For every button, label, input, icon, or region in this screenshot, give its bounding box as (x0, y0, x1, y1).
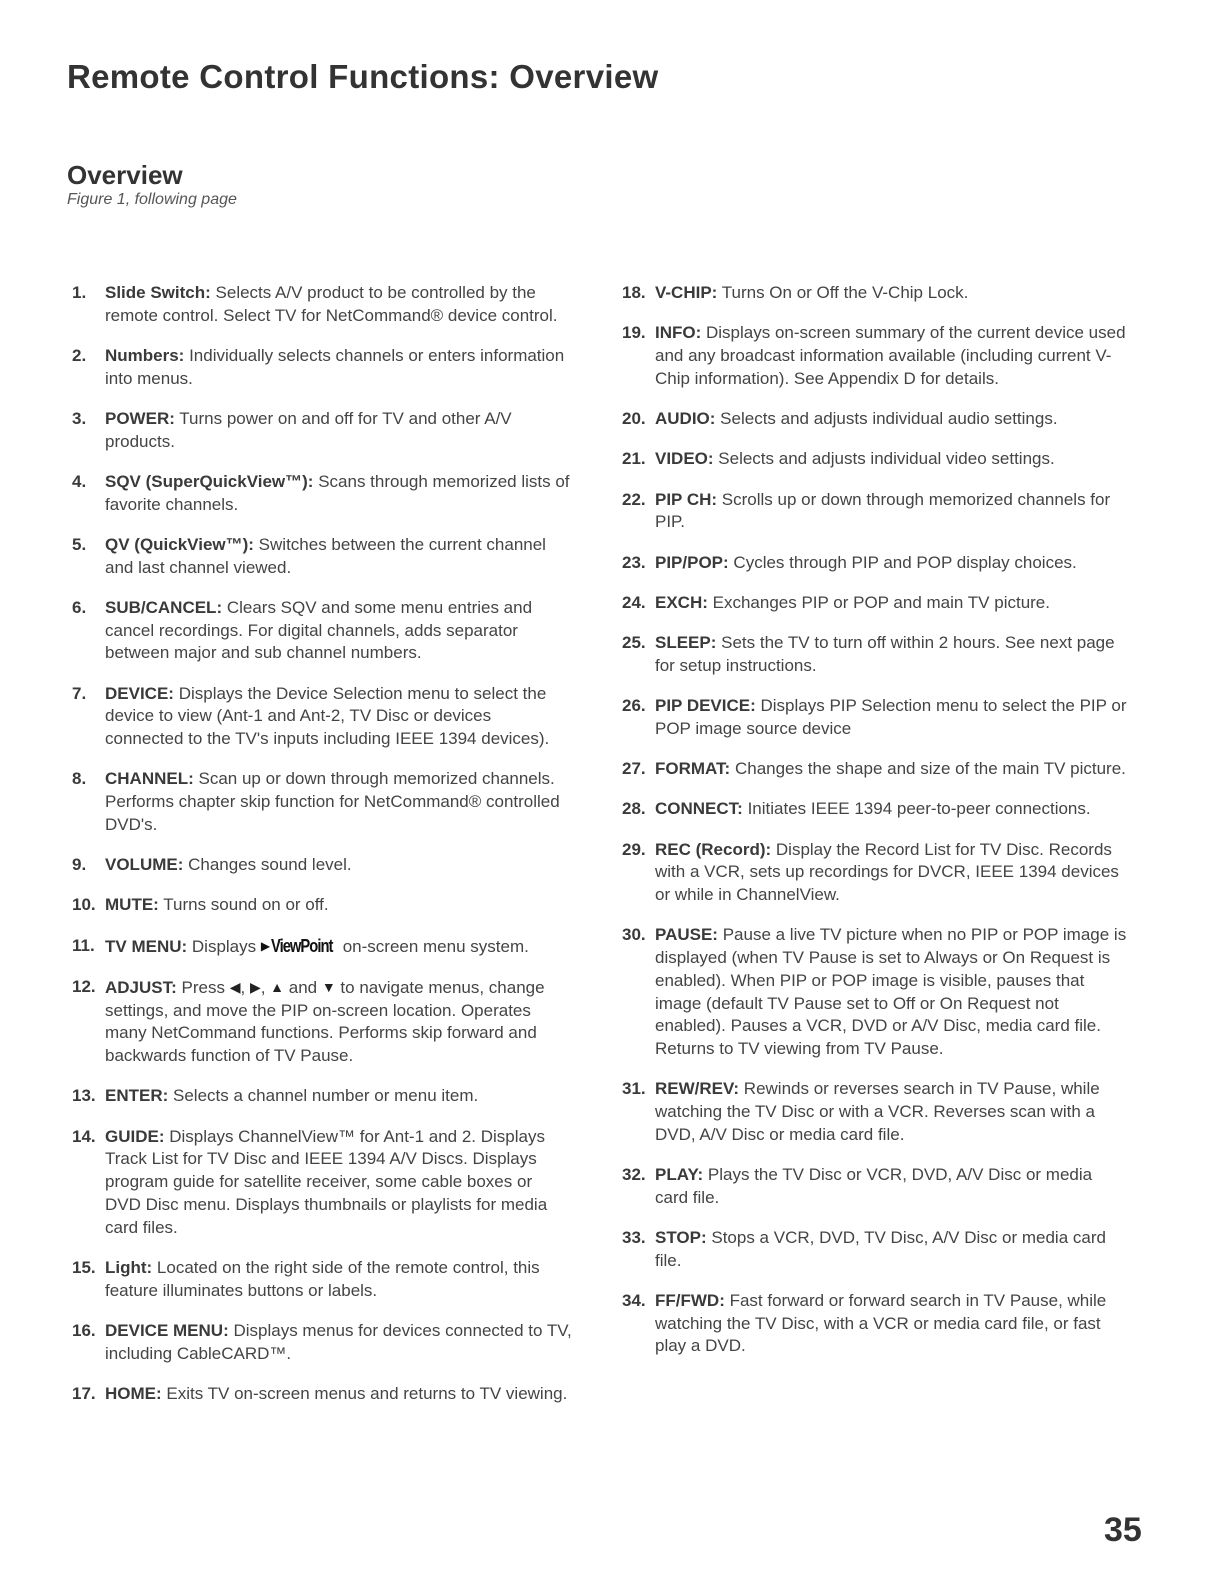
item-description: Displays (187, 936, 261, 956)
item-description: Cycles through PIP and POP display choices. (728, 552, 1077, 572)
list-item (622, 758, 1127, 781)
page-title: Remote Control Functions: Overview (67, 58, 659, 95)
item-description: Individually selects channels or enters information into menus. (105, 346, 565, 388)
item-description: Displays menus for devices connected to TV, including CableCARD™. (105, 1320, 572, 1363)
item-term: SQV (SuperQuickView™): (105, 472, 314, 491)
item-term: REC (Record): (655, 839, 772, 859)
item-description: Switches between the current channel and last channel viewed. (105, 535, 546, 577)
list-item (622, 408, 1127, 431)
item-description: Turns On or Off the V-Chip Lock. (717, 283, 969, 302)
item-description: Press (176, 978, 230, 997)
item-number: 24. (622, 592, 646, 612)
item-term: CHANNEL: (105, 769, 194, 789)
list-item (72, 408, 572, 453)
item-description: Exchanges PIP or POP and main TV picture. (707, 592, 1050, 612)
item-description: Initiates IEEE 1394 peer-to-peer connections. (742, 799, 1091, 819)
list-item (72, 976, 572, 1068)
viewpoint-arrow-icon: ▶ (260, 938, 271, 953)
item-number: 16. (72, 1320, 96, 1340)
separator-text: and (284, 978, 322, 997)
viewpoint-logo: ViewPoint (271, 935, 333, 956)
item-number: 33. (622, 1228, 646, 1247)
item-term: VOLUME: (105, 855, 184, 875)
item-description: Exits TV on-screen menus and returns to TV viewing. (161, 1383, 568, 1403)
item-term: PIP CH: (655, 489, 718, 509)
item-description: Selects and adjusts individual audio settings. (715, 409, 1058, 428)
right-column (622, 282, 1127, 1376)
list-item (72, 854, 572, 877)
item-description: Pause a live TV picture when no PIP or POP image is displayed (when TV Pause is set to Always or On Request is enabled). When PIP or POP image is visible, pauses that image (default TV Pause set to Off or On Request not enabled). Pauses a VCR, DVD or A/V Disc, media card file. Returns to TV viewing from TV Pause. (655, 925, 1127, 1058)
item-number: 28. (622, 799, 646, 819)
list-item (72, 282, 572, 327)
item-description: Displays ChannelView™ for Ant-1 and 2. Displays Track List for TV Disc and IEEE 1394 A/V Discs. Displays program guide for satellite receiver, some cable boxes or DVD Disc menu. Displays thumbnails or playlists for media card files. (105, 1126, 548, 1237)
item-number: 4. (72, 472, 87, 491)
list-item (622, 798, 1127, 821)
item-number: 6. (72, 598, 87, 617)
item-description: Scan up or down through memorized channels. Performs chapter skip function for NetCommand® controlled DVD's. (105, 769, 560, 834)
item-number: 1. (72, 283, 87, 302)
list-item (72, 345, 572, 390)
right-arrow-icon: ▶ (249, 979, 261, 995)
item-term: PIP DEVICE: (655, 696, 756, 716)
item-description: Changes sound level. (183, 855, 352, 875)
list-item (72, 768, 572, 836)
list-item (622, 282, 1127, 305)
list-item (622, 592, 1127, 615)
item-term: EXCH: (655, 592, 708, 612)
item-number: 34. (622, 1291, 646, 1310)
page-number: 35 (1104, 1511, 1142, 1549)
item-description: Scrolls up or down through memorized channels for PIP. (655, 489, 1111, 532)
list-item (72, 894, 572, 917)
section-title: Overview (67, 160, 183, 190)
list-item (622, 552, 1127, 575)
item-description-tail: to navigate menus, change settings, and move the PIP on-screen location. Operates many NetCommand functions. Performs skip forward and backwards function of TV Pause. (105, 978, 545, 1066)
item-number: 17. (72, 1383, 96, 1403)
item-description: Fast forward or forward search in TV Pause, while watching the TV Disc, with a VCR or media card file, or fast play a DVD. (655, 1291, 1107, 1356)
item-number: 12. (72, 977, 96, 996)
item-number: 25. (622, 633, 646, 653)
item-number: 9. (72, 855, 87, 875)
item-term: VIDEO: (655, 449, 714, 469)
list-item (72, 683, 572, 751)
item-number: 18. (622, 283, 646, 302)
item-term: REW/REV: (655, 1079, 740, 1099)
list-item (622, 1078, 1127, 1146)
separator-text: , (260, 978, 271, 997)
item-description: Sets the TV to turn off within 2 hours. See next page for setup instructions. (655, 633, 1115, 675)
list-item (622, 489, 1127, 534)
item-description-tail: on-screen menu system. (337, 936, 529, 956)
list-item (72, 935, 572, 959)
list-item (72, 1383, 572, 1406)
separator-text: , (240, 978, 250, 997)
item-number: 10. (72, 895, 96, 915)
list-item (622, 1164, 1127, 1209)
item-description: Located on the right side of the remote control, this feature illuminates buttons or labels. (105, 1257, 540, 1300)
list-item (72, 597, 572, 665)
item-number: 13. (72, 1086, 96, 1106)
item-number: 11. (72, 935, 95, 955)
item-term: ADJUST: (105, 978, 177, 997)
item-number: 31. (622, 1079, 646, 1099)
item-number: 2. (72, 346, 87, 365)
list-item (72, 1320, 572, 1365)
item-term: STOP: (655, 1228, 707, 1247)
item-number: 8. (72, 769, 87, 789)
item-description: Display the Record List for TV Disc. Records with a VCR, sets up recordings for DVCR, IEEE 1394 devices or while in ChannelView. (655, 839, 1119, 905)
item-number: 20. (622, 409, 646, 428)
list-item (72, 1257, 572, 1302)
item-term: AUDIO: (655, 409, 716, 428)
item-number: 29. (622, 839, 646, 859)
item-term: Light: (105, 1257, 153, 1277)
item-number: 23. (622, 552, 646, 572)
item-number: 3. (72, 409, 87, 428)
item-term: POWER: (105, 409, 175, 428)
item-description: Turns sound on or off. (158, 895, 329, 915)
item-description: Selects and adjusts individual video settings. (713, 449, 1055, 469)
item-term: HOME: (105, 1383, 162, 1403)
item-description: Rewinds or reverses search in TV Pause, while watching the TV Disc or with a VCR. Reverses scan with a DVD, A/V Disc or media card file. (655, 1079, 1100, 1144)
item-term: SUB/CANCEL: (105, 598, 223, 617)
left-arrow-icon: ◀ (229, 979, 241, 995)
item-number: 19. (622, 323, 646, 343)
item-number: 14. (72, 1126, 96, 1146)
item-description: Displays on-screen summary of the current device used and any broadcast information available (including current V-Chip information). See Appendix D for details. (655, 323, 1126, 388)
item-description: Selects A/V product to be controlled by the remote control. Select TV for NetCommand® device control. (105, 283, 558, 325)
up-arrow-icon: ▲ (270, 979, 285, 995)
item-description: Displays PIP Selection menu to select the PIP or POP image source device (655, 696, 1127, 738)
item-description: Plays the TV Disc or VCR, DVD, A/V Disc or media card file. (655, 1165, 1093, 1207)
item-number: 15. (72, 1257, 96, 1277)
item-term: Numbers: (105, 346, 185, 365)
item-term: INFO: (655, 323, 702, 343)
item-term: PAUSE: (655, 925, 718, 945)
item-term: GUIDE: (105, 1126, 165, 1146)
item-number: 22. (622, 489, 646, 509)
list-item (622, 695, 1127, 740)
item-description: Clears SQV and some menu entries and cancel recordings. For digital channels, adds separator between major and sub channel numbers. (105, 598, 533, 663)
item-term: FF/FWD: (655, 1291, 725, 1310)
item-term: V-CHIP: (655, 283, 718, 302)
item-number: 30. (622, 925, 646, 945)
item-term: PIP/POP: (655, 552, 729, 572)
item-description: Stops a VCR, DVD, TV Disc, A/V Disc or media card file. (655, 1228, 1106, 1270)
item-description: Displays the Device Selection menu to select the device to view (Ant-1 and Ant-2, TV Disc or devices connected to the TV's inputs including IEEE 1394 devices). (105, 683, 550, 749)
list-item (622, 924, 1127, 1060)
item-term: TV MENU: (105, 936, 188, 956)
list-item (622, 632, 1127, 677)
list-item (72, 1085, 572, 1108)
item-number: 26. (622, 696, 646, 716)
item-description: Selects a channel number or menu item. (168, 1086, 479, 1106)
item-number: 32. (622, 1165, 646, 1184)
item-term: Slide Switch: (105, 283, 211, 302)
item-number: 5. (72, 535, 87, 554)
item-term: ENTER: (105, 1086, 169, 1106)
item-term: FORMAT: (655, 759, 731, 779)
item-term: CONNECT: (655, 799, 743, 819)
item-description: Turns power on and off for TV and other A/V products. (105, 409, 512, 451)
item-term: DEVICE: (105, 683, 174, 703)
list-item (72, 1126, 572, 1240)
item-term: PLAY: (655, 1165, 704, 1184)
item-number: 27. (622, 759, 646, 779)
item-term: QV (QuickView™): (105, 535, 254, 554)
left-column (72, 282, 572, 1423)
item-number: 21. (622, 449, 646, 469)
list-item (72, 534, 572, 579)
list-item (622, 1290, 1127, 1358)
item-term: SLEEP: (655, 633, 717, 653)
item-term: DEVICE MENU: (105, 1320, 229, 1340)
list-item (622, 322, 1127, 390)
list-item (622, 839, 1127, 907)
section-subtitle: Figure 1, following page (67, 191, 237, 208)
item-term: MUTE: (105, 895, 159, 915)
list-item (622, 448, 1127, 471)
list-item (72, 471, 572, 516)
down-arrow-icon: ▼ (321, 979, 336, 995)
item-description: Changes the shape and size of the main TV picture. (730, 759, 1126, 779)
item-number: 7. (72, 683, 87, 703)
item-description: Scans through memorized lists of favorite channels. (105, 472, 570, 514)
list-item (622, 1227, 1127, 1272)
